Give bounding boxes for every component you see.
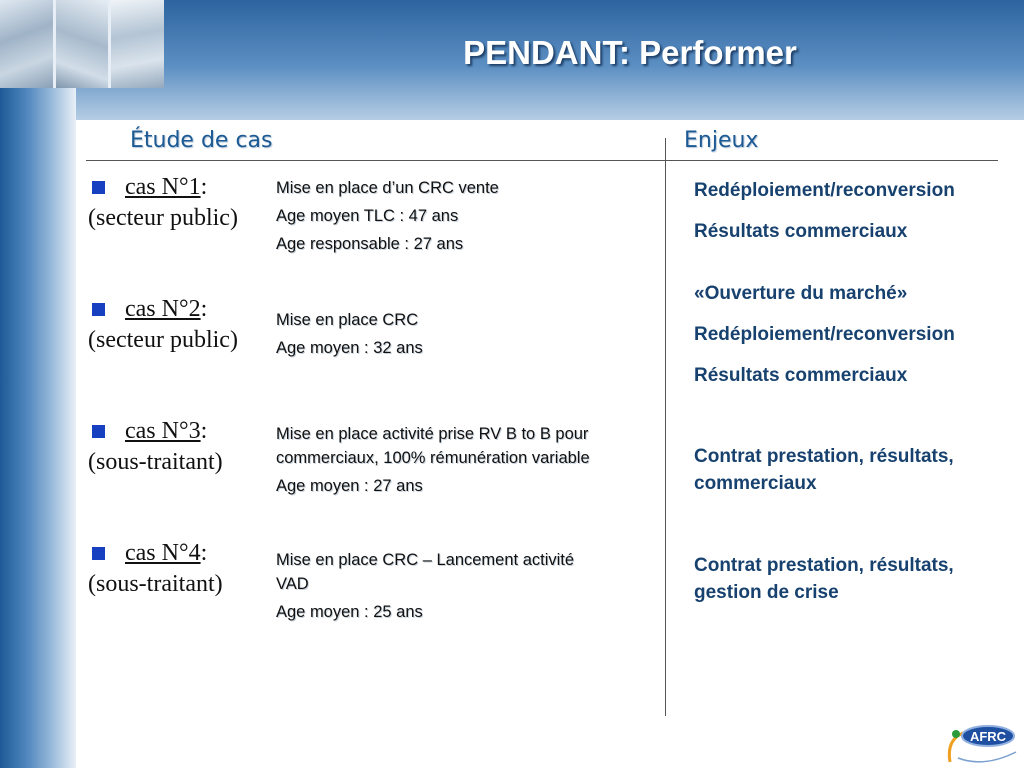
case-2-details — [276, 308, 423, 364]
case-label-suffix: : — [200, 540, 208, 566]
header-photo — [56, 0, 109, 88]
enjeu-item: commerciaux — [694, 473, 817, 494]
case-1-enjeux — [694, 177, 955, 259]
bullet-square-icon — [92, 303, 105, 316]
afrc-logo — [944, 718, 1022, 768]
column-header-etude: Étude de cas — [130, 128, 273, 153]
logo-dot-icon — [952, 730, 960, 738]
logo-text: AFRC — [969, 729, 1007, 744]
case-label: cas N°4 — [125, 540, 201, 566]
bullet-square-icon — [92, 547, 105, 560]
column-divider — [665, 138, 666, 716]
enjeu-item: Redéploiement/reconversion — [694, 180, 955, 201]
case-2-enjeux — [694, 280, 955, 403]
column-header-enjeux: Enjeux — [684, 128, 759, 153]
case-sector: (secteur public) — [88, 327, 238, 353]
case-label: cas N°1 — [125, 174, 201, 200]
case-label-suffix: : — [200, 418, 208, 444]
detail-line: Age moyen TLC : 47 ans — [276, 207, 459, 225]
case-1 — [88, 174, 238, 232]
detail-line: Age moyen : 32 ans — [276, 339, 423, 357]
case-2 — [88, 296, 238, 354]
case-label-suffix: : — [200, 174, 208, 200]
header-photo — [0, 0, 53, 88]
case-sector: (sous-traitant) — [88, 449, 223, 475]
case-label-suffix: : — [200, 296, 208, 322]
case-1-details — [276, 176, 499, 260]
enjeu-item: gestion de crise — [694, 582, 839, 603]
detail-line: Mise en place CRC – Lancement activité — [276, 551, 575, 569]
case-label: cas N°2 — [125, 296, 201, 322]
enjeu-item: Contrat prestation, résultats, — [694, 446, 954, 467]
enjeu-item: «Ouverture du marché» — [694, 283, 908, 304]
detail-line: Mise en place CRC — [276, 311, 419, 329]
case-sector: (sous-traitant) — [88, 571, 223, 597]
detail-line: Mise en place activité prise RV B to B pour — [276, 425, 589, 443]
detail-line: Age moyen : 25 ans — [276, 603, 423, 621]
detail-line: Age moyen : 27 ans — [276, 477, 423, 495]
bullet-square-icon — [92, 181, 105, 194]
case-4-details — [276, 548, 574, 628]
detail-line: commerciaux, 100% rémunération variable — [276, 449, 590, 467]
slide-title: PENDANT: Performer — [463, 34, 797, 71]
enjeu-item: Résultats commerciaux — [694, 365, 908, 386]
logo-arc-icon — [958, 752, 1016, 762]
detail-line: Mise en place d’un CRC vente — [276, 179, 499, 197]
case-label: cas N°3 — [125, 418, 201, 444]
header-divider — [86, 160, 998, 161]
case-sector: (secteur public) — [88, 205, 238, 231]
enjeu-item: Redéploiement/reconversion — [694, 324, 955, 345]
case-3 — [88, 418, 223, 476]
case-4 — [88, 540, 223, 598]
left-decorative-band — [0, 88, 76, 768]
bullet-square-icon — [92, 425, 105, 438]
case-3-details — [276, 422, 590, 502]
header-photo-strip — [0, 0, 164, 88]
detail-line: VAD — [276, 575, 309, 593]
enjeu-item: Contrat prestation, résultats, — [694, 555, 954, 576]
detail-line: Age responsable : 27 ans — [276, 235, 464, 253]
case-3-enjeux — [694, 443, 954, 511]
case-4-enjeux — [694, 552, 954, 620]
enjeu-item: Résultats commerciaux — [694, 221, 908, 242]
header-photo — [111, 0, 164, 88]
